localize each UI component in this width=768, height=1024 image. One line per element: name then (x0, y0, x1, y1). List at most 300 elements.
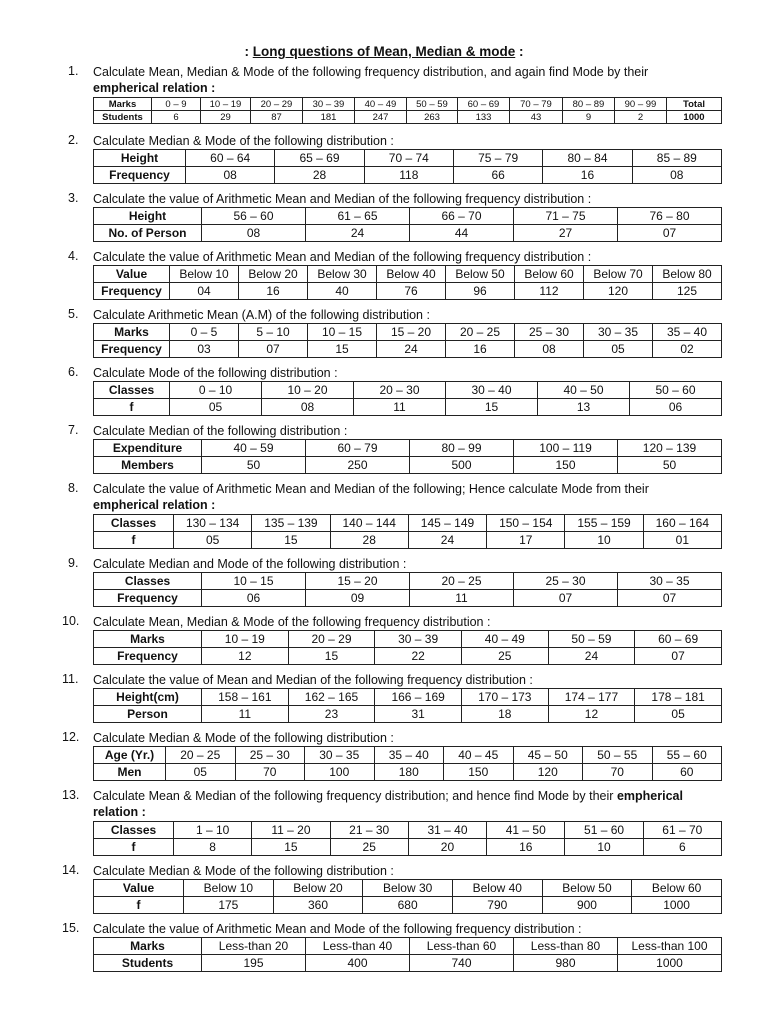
table-cell: 02 (653, 341, 722, 358)
table-cell: 70 (235, 764, 305, 781)
question-text-bold: empherical relation : (93, 81, 216, 95)
question-text-main: Calculate the value of Arithmetic Mean and Mode of the following frequency distribution : (93, 922, 582, 936)
table-cell: 5 – 10 (239, 324, 308, 341)
table-cell: 40 – 49 (461, 631, 548, 648)
table-cell: 11 (202, 706, 289, 723)
frequency-table (93, 572, 722, 607)
question-text (93, 191, 733, 207)
page-title (0, 44, 768, 59)
table-row (94, 648, 722, 665)
table-cell: 20 – 29 (251, 98, 303, 111)
frequency-table (93, 630, 722, 665)
table-cell: Below 10 (170, 266, 239, 283)
question-text (93, 730, 733, 746)
question-text-bold: empherical relation : (93, 498, 216, 512)
table-cell: 6 (152, 111, 201, 124)
table-cell: 80 – 99 (410, 440, 514, 457)
question-number: 12. (62, 730, 80, 744)
table-cell: 31 (375, 706, 462, 723)
table-cell: 05 (584, 341, 653, 358)
frequency-table (93, 265, 722, 300)
table-cell: 23 (288, 706, 375, 723)
table-row (94, 590, 722, 607)
table-cell: 263 (407, 111, 458, 124)
table-cell: 50 (202, 457, 306, 474)
table-cell: 29 (201, 111, 251, 124)
table-cell: 50 – 59 (548, 631, 635, 648)
table-cell: 24 (548, 648, 635, 665)
row-header-cell: Age (Yr.) (94, 747, 166, 764)
table-cell: 50 (618, 457, 722, 474)
table-cell: 11 – 20 (252, 822, 330, 839)
table-cell: 175 (184, 897, 274, 914)
table-cell: 85 – 89 (632, 150, 721, 167)
frequency-table (93, 97, 722, 124)
table-cell: 15 (446, 399, 538, 416)
question-text (93, 863, 733, 879)
question-number: 13. (62, 788, 80, 802)
frequency-table (93, 514, 722, 549)
table-cell: 112 (515, 283, 584, 300)
table-cell: 05 (170, 399, 262, 416)
table-cell: 22 (375, 648, 462, 665)
table-cell: 17 (487, 532, 565, 549)
row-header-cell: Classes (94, 515, 174, 532)
table-cell: 41 – 50 (487, 822, 565, 839)
table-cell: 08 (515, 341, 584, 358)
table-cell: 16 (446, 341, 515, 358)
table-cell: Below 60 (515, 266, 584, 283)
table-cell: 30 – 39 (375, 631, 462, 648)
table-cell: 10 (565, 532, 643, 549)
table-cell: 195 (202, 955, 306, 972)
table-cell: Below 40 (452, 880, 542, 897)
question-text (93, 64, 733, 96)
table-cell: 1000 (667, 111, 722, 124)
table-cell: 07 (514, 590, 618, 607)
table-cell: 66 (453, 167, 542, 184)
table-cell: 178 – 181 (635, 689, 722, 706)
table-cell: 0 – 9 (152, 98, 201, 111)
table-cell: 160 – 164 (643, 515, 721, 532)
table-cell: 70 (583, 764, 653, 781)
title-text: Long questions of Mean, Median & mode (252, 44, 516, 59)
table-cell: 25 – 30 (515, 324, 584, 341)
table-cell: Below 60 (632, 880, 722, 897)
table-cell: 30 – 35 (618, 573, 722, 590)
table-cell: Below 20 (273, 880, 363, 897)
row-header-cell: Men (94, 764, 166, 781)
question-text (93, 249, 733, 265)
table-cell: 70 – 74 (364, 150, 453, 167)
question-number: 14. (62, 863, 80, 877)
table-row (94, 341, 722, 358)
question-number: 1. (68, 64, 79, 78)
frequency-table (93, 821, 722, 856)
table-cell: 75 – 79 (453, 150, 542, 167)
question-number: 4. (68, 249, 79, 263)
table-cell: 13 (538, 399, 630, 416)
table-row (94, 839, 722, 856)
table-cell: 51 – 60 (565, 822, 643, 839)
table-cell: 30 – 35 (584, 324, 653, 341)
frequency-table (93, 323, 722, 358)
table-cell: 125 (653, 283, 722, 300)
table-cell: 24 (408, 532, 486, 549)
question-number: 7. (68, 423, 79, 437)
table-cell: 1000 (632, 897, 722, 914)
table-cell: 21 – 30 (330, 822, 408, 839)
table-cell: 60 – 79 (306, 440, 410, 457)
table-cell: Below 40 (377, 266, 446, 283)
table-cell: 130 – 134 (174, 515, 252, 532)
question-text-main: Calculate the value of Arithmetic Mean and Median of the following; Hence calculate Mode from their (93, 482, 649, 496)
row-header-cell: Marks (94, 98, 152, 111)
question-text (93, 672, 733, 688)
table-cell: 150 (514, 457, 618, 474)
question-number: 5. (68, 307, 79, 321)
table-row (94, 324, 722, 341)
table-cell: 30 – 35 (305, 747, 375, 764)
table-cell: 76 – 80 (618, 208, 722, 225)
table-cell: 56 – 60 (202, 208, 306, 225)
table-cell: 2 (615, 111, 667, 124)
table-cell: Below 30 (308, 266, 377, 283)
table-cell: 15 (252, 839, 330, 856)
table-cell: 12 (202, 648, 289, 665)
table-cell: 20 – 30 (354, 382, 446, 399)
table-row (94, 167, 722, 184)
table-cell: 28 (275, 167, 364, 184)
table-cell: 05 (635, 706, 722, 723)
row-header-cell: f (94, 399, 170, 416)
question-text (93, 307, 733, 323)
table-cell: 07 (239, 341, 308, 358)
table-row (94, 399, 722, 416)
table-cell: 158 – 161 (202, 689, 289, 706)
table-cell: 250 (306, 457, 410, 474)
question-text (93, 614, 733, 630)
table-cell: 20 – 25 (166, 747, 236, 764)
table-cell: 30 – 40 (446, 382, 538, 399)
table-cell: 10 – 15 (202, 573, 306, 590)
table-cell: 8 (174, 839, 252, 856)
table-row (94, 631, 722, 648)
frequency-table (93, 439, 722, 474)
table-cell: 80 – 84 (543, 150, 632, 167)
table-cell: 43 (510, 111, 563, 124)
table-cell: Less-than 20 (202, 938, 306, 955)
table-row (94, 382, 722, 399)
row-header-cell: Marks (94, 938, 202, 955)
table-cell: 11 (354, 399, 446, 416)
table-cell: Below 50 (542, 880, 632, 897)
row-header-cell: Marks (94, 324, 170, 341)
question-text-main: Calculate the value of Arithmetic Mean and Median of the following frequency distribution : (93, 192, 592, 206)
question-text-main: Calculate Mean, Median & Mode of the following frequency distribution, and again find Mode by their (93, 65, 649, 79)
table-cell: 09 (306, 590, 410, 607)
table-row (94, 822, 722, 839)
table-row (94, 150, 722, 167)
table-cell: 50 – 55 (583, 747, 653, 764)
table-cell: 120 (513, 764, 583, 781)
table-cell: 145 – 149 (408, 515, 486, 532)
table-cell: 740 (410, 955, 514, 972)
question-text (93, 133, 733, 149)
table-cell: Below 20 (239, 266, 308, 283)
row-header-cell: Classes (94, 382, 170, 399)
table-cell: 100 (305, 764, 375, 781)
table-cell: 65 – 69 (275, 150, 364, 167)
table-cell: 162 – 165 (288, 689, 375, 706)
table-cell: 06 (630, 399, 722, 416)
table-row (94, 955, 722, 972)
question-number: 10. (62, 614, 80, 628)
table-row (94, 573, 722, 590)
row-header-cell: Students (94, 955, 202, 972)
table-cell: 07 (635, 648, 722, 665)
row-header-cell: Frequency (94, 590, 202, 607)
table-cell: 1000 (618, 955, 722, 972)
row-header-cell: Frequency (94, 167, 186, 184)
question-text-main: Calculate Median & Mode of the following distribution : (93, 864, 394, 878)
table-cell: Below 80 (653, 266, 722, 283)
table-cell: 15 – 20 (306, 573, 410, 590)
question-text (93, 365, 733, 381)
table-cell: 25 (330, 839, 408, 856)
table-cell: Below 10 (184, 880, 274, 897)
table-cell: 24 (306, 225, 410, 242)
table-cell: 40 (308, 283, 377, 300)
table-cell: 50 – 60 (630, 382, 722, 399)
table-row (94, 225, 722, 242)
table-cell: Below 50 (446, 266, 515, 283)
title-suffix: : (515, 44, 524, 59)
table-cell: 08 (186, 167, 275, 184)
question-text-main: Calculate Median & Mode of the following distribution : (93, 134, 394, 148)
question-number: 3. (68, 191, 79, 205)
question-text (93, 788, 733, 820)
table-cell: 40 – 50 (538, 382, 630, 399)
table-cell: 174 – 177 (548, 689, 635, 706)
table-cell: 140 – 144 (330, 515, 408, 532)
table-cell: 16 (543, 167, 632, 184)
question-text-main: Calculate Median & Mode of the following distribution : (93, 731, 394, 745)
table-cell: 980 (514, 955, 618, 972)
table-row (94, 440, 722, 457)
row-header-cell: f (94, 839, 174, 856)
table-cell: 20 – 25 (446, 324, 515, 341)
row-header-cell: Students (94, 111, 152, 124)
table-cell: 06 (202, 590, 306, 607)
table-cell: 133 (458, 111, 510, 124)
table-cell: 50 – 59 (407, 98, 458, 111)
table-cell: 12 (548, 706, 635, 723)
table-cell: 10 – 19 (201, 98, 251, 111)
table-cell: 1 – 10 (174, 822, 252, 839)
table-cell: 9 (563, 111, 615, 124)
table-cell: 04 (170, 283, 239, 300)
table-cell: 07 (618, 590, 722, 607)
table-cell: 40 – 45 (444, 747, 514, 764)
table-cell: 120 (584, 283, 653, 300)
title-prefix: : (244, 44, 253, 59)
table-cell: 61 – 70 (643, 822, 721, 839)
table-cell: 03 (170, 341, 239, 358)
table-cell: 25 – 30 (514, 573, 618, 590)
table-cell: 10 (565, 839, 643, 856)
table-row (94, 111, 722, 124)
question-number: 11. (62, 672, 79, 686)
table-cell: 60 – 64 (186, 150, 275, 167)
table-cell: 180 (374, 764, 444, 781)
table-cell: 28 (330, 532, 408, 549)
table-row (94, 532, 722, 549)
frequency-table (93, 149, 722, 184)
row-header-cell: Classes (94, 573, 202, 590)
table-cell: 170 – 173 (461, 689, 548, 706)
question-number: 15. (62, 921, 80, 935)
table-cell: 35 – 40 (653, 324, 722, 341)
frequency-table (93, 207, 722, 242)
table-cell: 07 (618, 225, 722, 242)
table-cell: 18 (461, 706, 548, 723)
table-cell: 31 – 40 (408, 822, 486, 839)
table-cell: 96 (446, 283, 515, 300)
frequency-table (93, 879, 722, 914)
table-cell: 25 – 30 (235, 747, 305, 764)
frequency-table (93, 746, 722, 781)
table-row (94, 747, 722, 764)
table-cell: Less-than 100 (618, 938, 722, 955)
row-header-cell: Expenditure (94, 440, 202, 457)
table-cell: Below 70 (584, 266, 653, 283)
row-header-cell: f (94, 532, 174, 549)
table-row (94, 880, 722, 897)
row-header-cell: Height (94, 150, 186, 167)
table-cell: 680 (363, 897, 453, 914)
frequency-table (93, 381, 722, 416)
table-row (94, 515, 722, 532)
row-header-cell: f (94, 897, 184, 914)
table-cell: 10 – 19 (202, 631, 289, 648)
table-cell: 08 (202, 225, 306, 242)
table-cell: 35 – 40 (374, 747, 444, 764)
table-cell: 360 (273, 897, 363, 914)
table-cell: 27 (514, 225, 618, 242)
question-text-main: Calculate Mode of the following distribution : (93, 366, 338, 380)
table-cell: 10 – 15 (308, 324, 377, 341)
table-cell: 90 – 99 (615, 98, 667, 111)
table-cell: Below 30 (363, 880, 453, 897)
question-text-main: Calculate Arithmetic Mean (A.M) of the following distribution : (93, 308, 430, 322)
table-cell: 71 – 75 (514, 208, 618, 225)
question-text-main: Calculate Mean & Median of the following frequency distribution; and hence find Mode by their (93, 789, 614, 803)
table-cell: 05 (174, 532, 252, 549)
table-cell: 01 (643, 532, 721, 549)
question-text (93, 556, 733, 572)
table-cell: 08 (632, 167, 721, 184)
table-cell: Less-than 40 (306, 938, 410, 955)
table-cell: 118 (364, 167, 453, 184)
table-cell: 87 (251, 111, 303, 124)
table-cell: 60 (652, 764, 722, 781)
table-cell: 08 (262, 399, 354, 416)
table-row (94, 689, 722, 706)
table-cell: 150 (444, 764, 514, 781)
table-cell: 76 (377, 283, 446, 300)
question-number: 6. (68, 365, 79, 379)
table-cell: 45 – 50 (513, 747, 583, 764)
table-cell: 60 – 69 (458, 98, 510, 111)
table-cell: 24 (377, 341, 446, 358)
question-number: 8. (68, 481, 79, 495)
table-cell: 247 (355, 111, 407, 124)
row-header-cell: Marks (94, 631, 202, 648)
question-text (93, 423, 733, 439)
frequency-table (93, 688, 722, 723)
table-cell: Less-than 80 (514, 938, 618, 955)
table-cell: 30 – 39 (303, 98, 355, 111)
question-text-main: Calculate the value of Mean and Median of the following frequency distribution : (93, 673, 533, 687)
table-cell: 55 – 60 (652, 747, 722, 764)
table-cell: Total (667, 98, 722, 111)
row-header-cell: Value (94, 880, 184, 897)
table-cell: Less-than 60 (410, 938, 514, 955)
row-header-cell: Classes (94, 822, 174, 839)
table-cell: 120 – 139 (618, 440, 722, 457)
table-cell: 400 (306, 955, 410, 972)
table-cell: 10 – 20 (262, 382, 354, 399)
row-header-cell: Value (94, 266, 170, 283)
table-cell: 900 (542, 897, 632, 914)
table-row (94, 706, 722, 723)
row-header-cell: Person (94, 706, 202, 723)
question-text-main: Calculate Median of the following distribution : (93, 424, 348, 438)
question-text-main: Calculate the value of Arithmetic Mean and Median of the following frequency distribution : (93, 250, 592, 264)
table-cell: 05 (166, 764, 236, 781)
table-row (94, 208, 722, 225)
table-cell: 20 (408, 839, 486, 856)
table-cell: 100 – 119 (514, 440, 618, 457)
table-row (94, 897, 722, 914)
table-row (94, 266, 722, 283)
row-header-cell: Height (94, 208, 202, 225)
row-header-cell: Frequency (94, 648, 202, 665)
table-cell: 40 – 59 (202, 440, 306, 457)
table-cell: 20 – 25 (410, 573, 514, 590)
table-cell: 25 (461, 648, 548, 665)
table-cell: 6 (643, 839, 721, 856)
row-header-cell: Frequency (94, 341, 170, 358)
table-row (94, 283, 722, 300)
table-cell: 20 – 29 (288, 631, 375, 648)
question-text (93, 921, 733, 937)
question-text-main: Calculate Mean, Median & Mode of the following frequency distribution : (93, 615, 491, 629)
question-number: 2. (68, 133, 79, 147)
table-cell: 16 (487, 839, 565, 856)
frequency-table (93, 937, 722, 972)
row-header-cell: No. of Person (94, 225, 202, 242)
table-cell: 11 (410, 590, 514, 607)
table-row (94, 457, 722, 474)
table-cell: 135 – 139 (252, 515, 330, 532)
table-cell: 790 (452, 897, 542, 914)
table-row (94, 938, 722, 955)
row-header-cell: Frequency (94, 283, 170, 300)
table-row (94, 98, 722, 111)
row-header-cell: Height(cm) (94, 689, 202, 706)
